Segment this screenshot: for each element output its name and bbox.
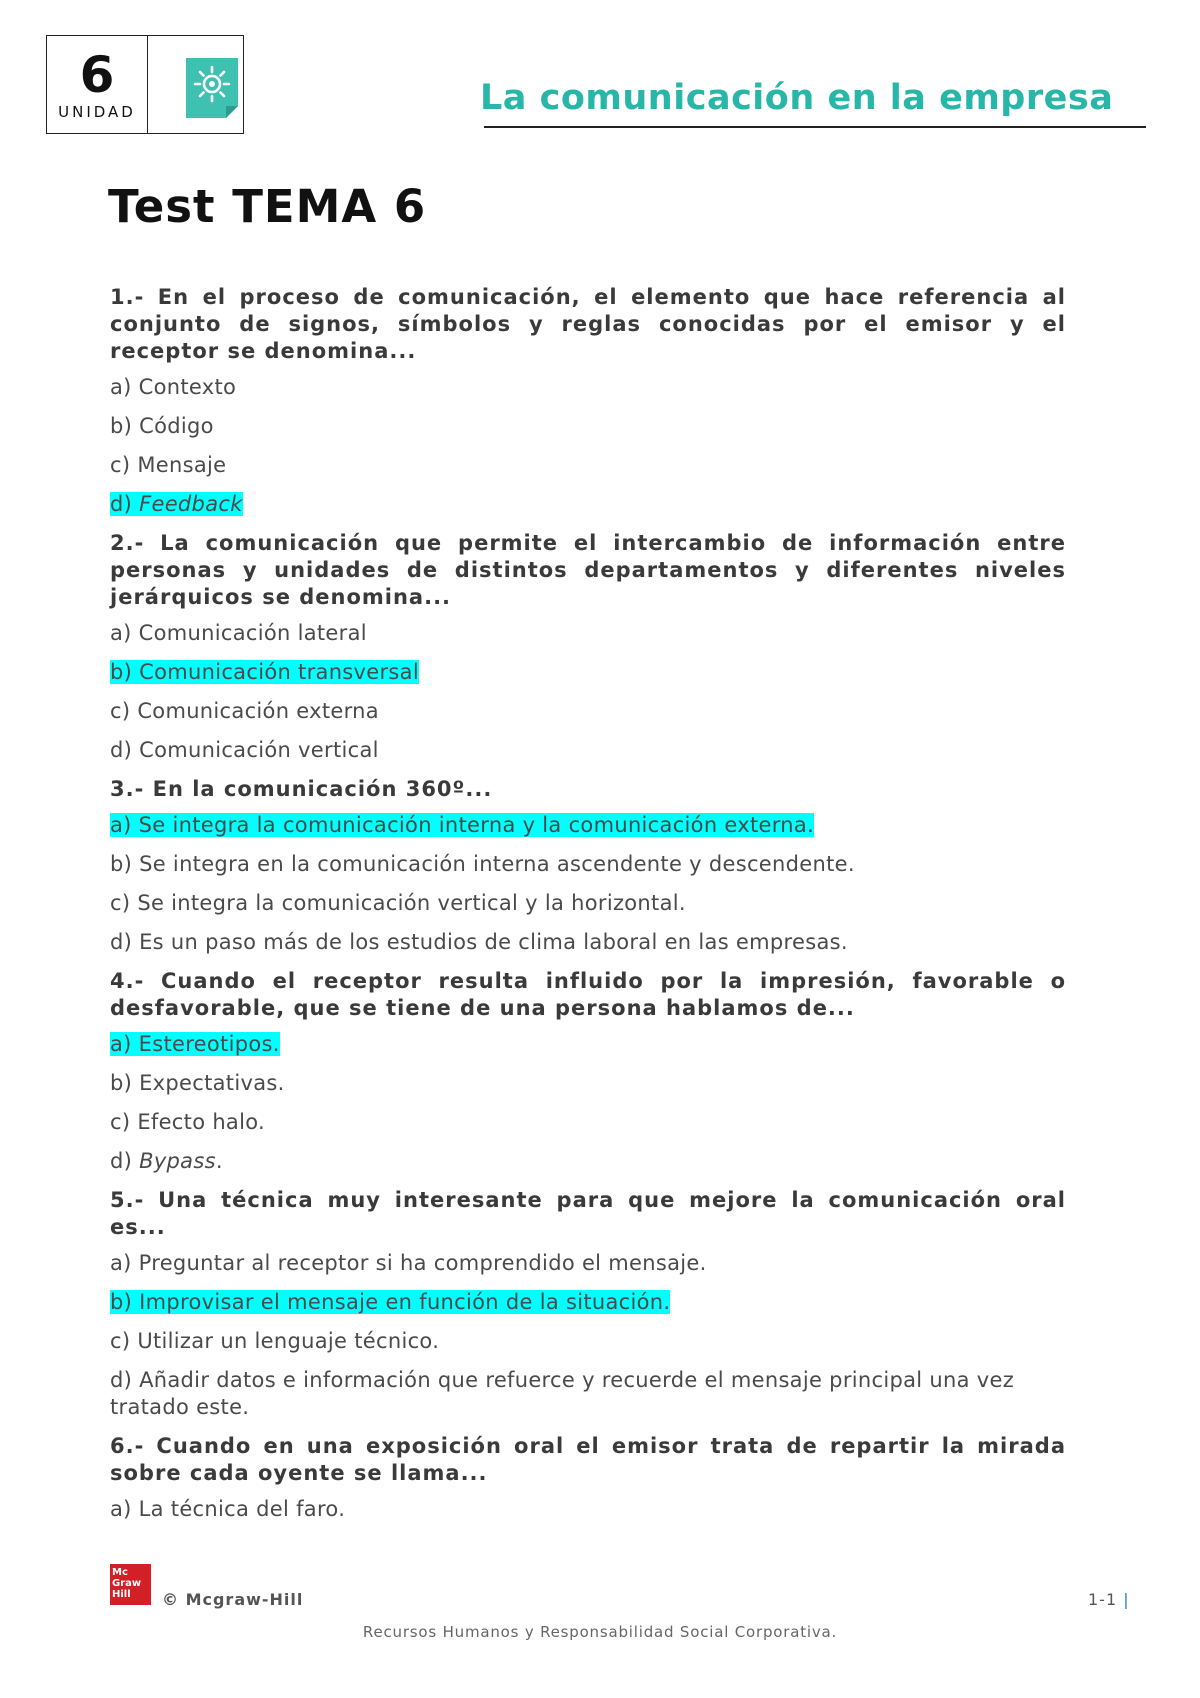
option-text: Preguntar al receptor si ha comprendido el mensaje. <box>138 1251 707 1275</box>
copyright: © Mcgraw-Hill <box>162 1590 304 1609</box>
answer-option <box>110 1109 1066 1136</box>
option-prefix: c) <box>110 1110 138 1134</box>
answer-option <box>110 929 1066 956</box>
option-text: Bypass <box>139 1149 216 1173</box>
question-text: 3.- En la comunicación 360º... <box>110 777 493 801</box>
option-text: Comunicación externa <box>137 699 379 723</box>
option-prefix: d) <box>110 738 140 762</box>
answer-option-content <box>110 621 367 645</box>
option-text: Expectativas. <box>139 1071 285 1095</box>
option-text: Es un paso más de los estudios de clima laboral en las empresas. <box>139 930 848 954</box>
answer-option-content <box>110 414 214 438</box>
answer-option <box>110 737 1066 764</box>
option-text: Efecto halo. <box>137 1110 265 1134</box>
answer-option-content <box>110 375 236 399</box>
logo-text: Graw <box>112 1578 142 1589</box>
option-text: Contexto <box>138 375 237 399</box>
option-prefix: d) <box>110 1368 140 1392</box>
answer-option <box>110 1367 1066 1421</box>
answer-option-content <box>110 738 379 762</box>
option-prefix: a) <box>110 1497 139 1521</box>
option-text: Añadir datos e información que refuerce y recuerde el mensaje principal una vez tratado este. <box>110 1368 1015 1419</box>
header-rule <box>484 126 1146 128</box>
answer-option-content <box>110 1497 345 1521</box>
answer-option <box>110 452 1066 479</box>
option-text: Mensaje <box>137 453 227 477</box>
correct-answer-highlight <box>110 660 419 684</box>
option-prefix: a) <box>110 621 139 645</box>
answer-option <box>110 620 1066 647</box>
answer-option <box>110 698 1066 725</box>
question-list <box>110 284 1066 1535</box>
answer-option <box>110 1031 1066 1058</box>
correct-answer-highlight <box>110 1032 280 1056</box>
option-prefix: b) <box>110 660 140 684</box>
correct-answer-highlight <box>110 813 814 837</box>
answer-option <box>110 1289 1066 1316</box>
option-text: Se integra en la comunicación interna ascendente y descendente. <box>139 852 855 876</box>
answer-option <box>110 851 1066 878</box>
question-text: 6.- Cuando en una exposición oral el emisor trata de repartir la mirada sobre cada oyente se llama... <box>110 1434 1066 1485</box>
option-text: Estereotipos. <box>138 1032 280 1056</box>
mcgraw-hill-logo <box>110 1564 151 1605</box>
answer-option <box>110 491 1066 518</box>
question-text: 2.- La comunicación que permite el intercambio de información entre personas y unidades de distintos departamentos y diferentes niveles jerárquicos se denomina... <box>110 531 1066 609</box>
option-prefix: b) <box>110 1290 140 1314</box>
header-title: La comunicación en la empresa <box>480 78 1114 118</box>
option-prefix: d) <box>110 930 140 954</box>
answer-option <box>110 890 1066 917</box>
unit-number-cell <box>47 36 148 133</box>
option-prefix: c) <box>110 453 138 477</box>
logo-text: Mc <box>112 1567 128 1578</box>
answer-option-content <box>110 1110 265 1134</box>
answer-option-content <box>110 852 855 876</box>
option-prefix: a) <box>110 1251 139 1275</box>
correct-answer-highlight <box>110 492 243 516</box>
option-text: Comunicación transversal <box>139 660 419 684</box>
option-text: Se integra la comunicación vertical y la horizontal. <box>137 891 686 915</box>
option-prefix: d) <box>110 492 140 516</box>
page-number-text: 1-1 <box>1088 1590 1118 1609</box>
correct-answer-highlight <box>110 1290 670 1314</box>
answer-option <box>110 374 1066 401</box>
option-text: Comunicación vertical <box>139 738 379 762</box>
option-prefix: a) <box>110 813 139 837</box>
option-text: Se integra la comunicación interna y la comunicación externa. <box>138 813 815 837</box>
option-prefix: c) <box>110 891 138 915</box>
option-text: Improvisar el mensaje en función de la situación. <box>139 1290 671 1314</box>
answer-option <box>110 1148 1066 1175</box>
page-separator: | <box>1123 1590 1130 1609</box>
option-prefix: d) <box>110 1149 140 1173</box>
option-text: Código <box>139 414 214 438</box>
answer-option-content <box>110 1071 285 1095</box>
answer-option-content <box>110 1251 707 1275</box>
option-text: La técnica del faro. <box>138 1497 346 1521</box>
answer-option <box>110 812 1066 839</box>
question-text: 5.- Una técnica muy interesante para que mejore la comunicación oral es... <box>110 1188 1066 1239</box>
document-title: Test TEMA 6 <box>108 180 427 233</box>
footer-subtitle: Recursos Humanos y Responsabilidad Social Corporativa. <box>362 1623 838 1641</box>
answer-option <box>110 1070 1066 1097</box>
answer-option-content <box>110 1149 223 1173</box>
answer-option <box>110 413 1066 440</box>
answer-option-content <box>110 453 226 477</box>
logo-text: Hill <box>112 1589 131 1600</box>
unit-icon-cell <box>148 36 243 133</box>
option-prefix: c) <box>110 1329 138 1353</box>
answer-option <box>110 1496 1066 1523</box>
question-text: 1.- En el proceso de comunicación, el elemento que hace referencia al conjunto de signos, símbolos y reglas conocidas por el emisor y el receptor se denomina... <box>110 285 1066 363</box>
option-prefix: b) <box>110 852 140 876</box>
option-text: Comunicación lateral <box>138 621 367 645</box>
question-text: 4.- Cuando el receptor resulta influido por la impresión, favorable o desfavorable, que se tiene de una persona hablamos de... <box>110 969 1066 1020</box>
option-suffix: . <box>215 1149 223 1173</box>
answer-option-content <box>110 699 379 723</box>
answer-option <box>110 1250 1066 1277</box>
option-prefix: a) <box>110 375 139 399</box>
option-prefix: b) <box>110 414 140 438</box>
option-text: Feedback <box>139 492 243 516</box>
unit-badge <box>46 35 244 134</box>
unit-label: UNIDAD <box>58 102 136 121</box>
unit-number: 6 <box>79 45 115 104</box>
answer-option <box>110 659 1066 686</box>
option-prefix: b) <box>110 1071 140 1095</box>
option-text: Utilizar un lenguaje técnico. <box>137 1329 440 1353</box>
answer-option-content <box>110 891 686 915</box>
answer-option-content <box>110 930 848 954</box>
option-prefix: a) <box>110 1032 139 1056</box>
answer-option <box>110 1328 1066 1355</box>
option-prefix: c) <box>110 699 138 723</box>
gear-icon <box>184 56 240 120</box>
answer-option-content <box>110 1329 439 1353</box>
page-number <box>1088 1590 1130 1609</box>
answer-option-content <box>110 1368 1014 1419</box>
